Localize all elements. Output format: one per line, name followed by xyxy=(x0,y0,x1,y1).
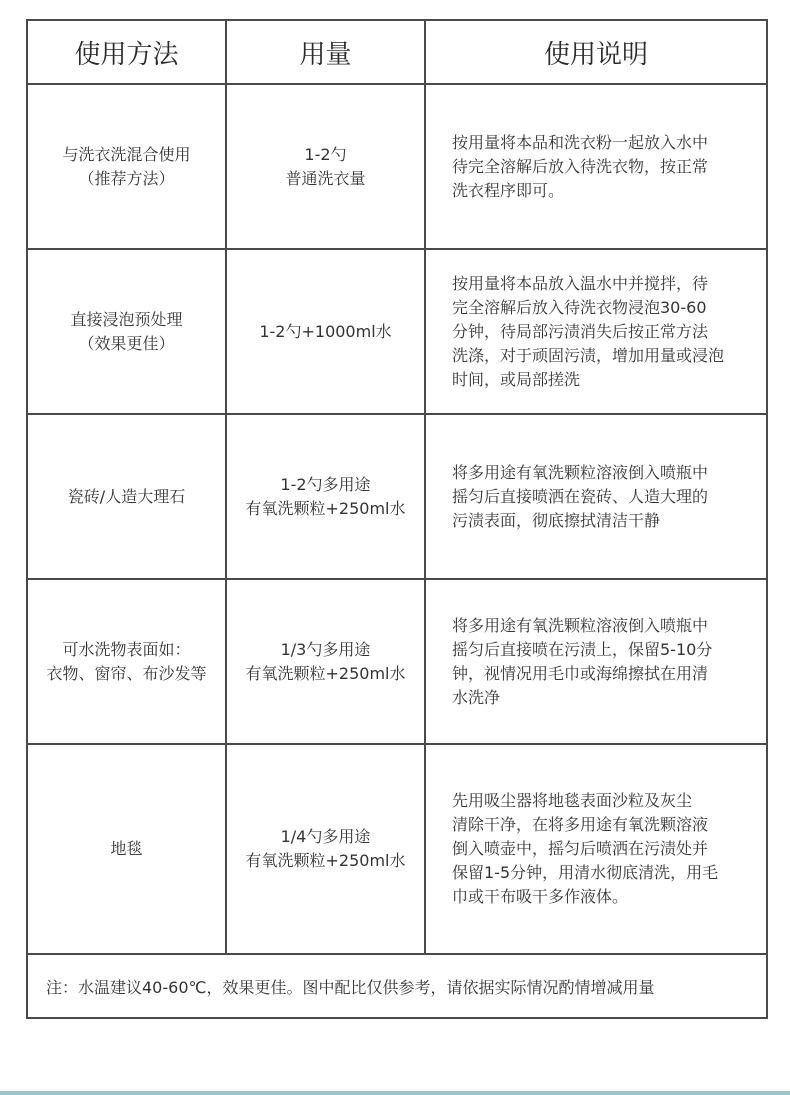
amount-cell xyxy=(226,414,425,579)
method-cell xyxy=(27,249,226,414)
amount-text: 1-2勺多用途 xyxy=(280,474,371,494)
table-row xyxy=(27,249,767,414)
header-amount: 用量 xyxy=(226,20,425,84)
amount-text: 普通洗衣量 xyxy=(285,168,366,188)
header-row xyxy=(27,20,767,84)
method-text: 地毯 xyxy=(110,839,143,858)
amount-text: 1/4勺多用途 xyxy=(280,827,371,846)
instructions-cell xyxy=(425,579,767,744)
note-text: 注：水温建议40-60℃，效果更佳。图中配比仅供参考，请依据实际情况酌情增减用量 xyxy=(27,954,767,1018)
amount-text: 有氧洗颗粒+250ml水 xyxy=(245,663,406,683)
instructions-text: 时间，或局部搓洗 xyxy=(452,369,581,389)
instructions-cell xyxy=(425,249,767,414)
bottom-divider xyxy=(0,1091,790,1095)
instructions-text: 巾或干布吸干多作液体。 xyxy=(452,887,629,906)
table-row xyxy=(27,414,767,579)
instructions-text: 先用吸尘器将地毯表面沙粒及灰尘 xyxy=(452,791,693,810)
instructions-text: 倒入喷壶中，摇匀后喷洒在污渍处并 xyxy=(452,839,709,858)
instructions-text: 清除干净，在将多用途有氧洗颗溶液 xyxy=(452,815,709,834)
instructions-text: 洗衣程序即可。 xyxy=(452,180,565,200)
instructions-cell xyxy=(425,744,767,954)
header-instructions: 使用说明 xyxy=(425,20,767,84)
method-cell xyxy=(27,744,226,954)
instructions-text: 按用量将本品放入温水中并搅拌，待 xyxy=(452,273,709,293)
note-row xyxy=(27,954,767,1018)
method-text: 衣物、窗帘、布沙发等 xyxy=(46,663,207,683)
table-row xyxy=(27,579,767,744)
amount-cell xyxy=(226,744,425,954)
method-cell xyxy=(27,84,226,249)
method-text: 直接浸泡预处理 xyxy=(70,309,183,329)
method-cell xyxy=(27,414,226,579)
amount-text: 有氧洗颗粒+250ml水 xyxy=(245,498,406,518)
instructions-text: 按用量将本品和洗衣粉一起放入水中 xyxy=(452,132,709,152)
instructions-cell xyxy=(425,414,767,579)
instructions-text: 保留1-5分钟，用清水彻底清洗，用毛 xyxy=(452,863,719,882)
amount-cell xyxy=(226,579,425,744)
method-text: 瓷砖/人造大理石 xyxy=(67,486,186,506)
amount-text: 1-2勺+1000ml水 xyxy=(259,321,392,341)
table-row xyxy=(27,84,767,249)
instructions-text: 将多用途有氧洗颗粒溶液倒入喷瓶中 xyxy=(452,615,709,635)
instructions-text: 摇匀后直接喷洒在瓷砖、人造大理的 xyxy=(452,486,709,506)
method-note: （推荐方法） xyxy=(78,168,175,188)
amount-text: 1/3勺多用途 xyxy=(280,639,371,659)
instructions-text: 分钟，待局部污渍消失后按正常方法 xyxy=(452,321,709,341)
amount-cell xyxy=(226,249,425,414)
instructions-text: 摇匀后直接喷在污渍上，保留5-10分 xyxy=(452,639,713,659)
usage-instructions-table xyxy=(26,19,768,1019)
amount-text: 1-2勺 xyxy=(304,144,347,164)
amount-cell xyxy=(226,84,425,249)
method-note: （效果更佳） xyxy=(78,333,175,353)
amount-text: 有氧洗颗粒+250ml水 xyxy=(245,851,406,870)
method-cell xyxy=(27,579,226,744)
header-method: 使用方法 xyxy=(27,20,226,84)
instructions-text: 待完全溶解后放入待洗衣物，按正常 xyxy=(452,156,709,176)
instructions-text: 钟，视情况用毛巾或海绵擦拭在用清 xyxy=(452,663,709,683)
instructions-text: 污渍表面，彻底擦拭清洁干静 xyxy=(452,510,661,530)
instructions-text: 将多用途有氧洗颗粒溶液倒入喷瓶中 xyxy=(452,462,709,482)
table-row xyxy=(27,744,767,954)
method-text: 可水洗物表面如： xyxy=(62,639,191,659)
instructions-text: 完全溶解后放入待洗衣物浸泡30-60 xyxy=(452,297,707,317)
instructions-cell xyxy=(425,84,767,249)
instructions-text: 水洗净 xyxy=(452,687,501,707)
instructions-text: 洗涤，对于顽固污渍，增加用量或浸泡 xyxy=(452,345,725,365)
method-text: 与洗衣洗混合使用 xyxy=(62,144,191,164)
